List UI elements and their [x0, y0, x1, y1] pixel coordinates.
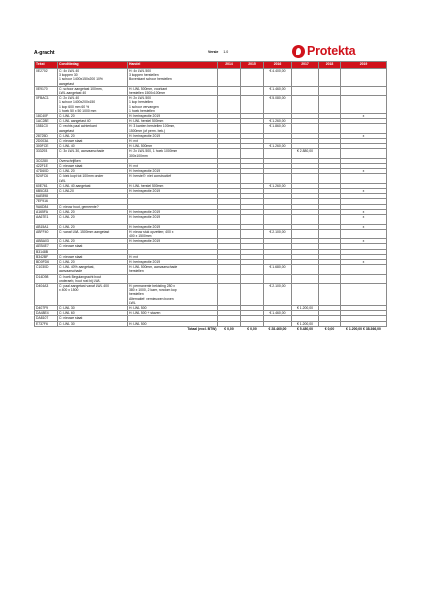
- condition-cell: C: nieuwe staat: [58, 164, 128, 169]
- condition-cell: C: hoek Begulangracht bout onderaeb, hout rost bij LWL: [58, 274, 128, 283]
- column-header: Conditiedag: [58, 62, 128, 69]
- year-cost-cell: x: [341, 259, 387, 264]
- table-row: [35, 215, 387, 224]
- action-cell: H: permanente bekisting 280 x 380 x 1000, 2 kaer, rondom kop herstellen Alternatief: vernieuwen boven LWL: [128, 283, 218, 305]
- year-cost-cell: [292, 283, 319, 305]
- year-cost-cell: x: [341, 169, 387, 174]
- action-cell: H: herinspectie 2019: [128, 224, 218, 229]
- year-cost-cell: x: [341, 239, 387, 244]
- year-cost-cell: [218, 174, 241, 183]
- condition-cell: C: LWL 30: [58, 321, 128, 326]
- condition-cell: C: LWL 20: [58, 114, 128, 119]
- total-year-cell: € 5.480,00: [292, 326, 319, 331]
- year-cost-cell: x: [341, 224, 387, 229]
- totals-row: [35, 326, 387, 331]
- action-cell: H: nvt: [128, 164, 218, 169]
- row-code: 7EF916: [35, 199, 58, 204]
- condition-cell: C: nieuwe staat: [58, 254, 128, 259]
- condition-cell: C: LWL20: [58, 189, 128, 194]
- condition-cell: C: nieuwe staat: [58, 139, 128, 144]
- condition-cell: C: LWL 60: [58, 311, 128, 316]
- row-code: 422F1E: [35, 164, 58, 169]
- action-cell: H: LWL 500mm, aanvaarschade herstellen: [128, 265, 218, 274]
- row-code: 300FCE: [35, 144, 58, 149]
- year-cost-cell: [218, 96, 241, 114]
- condition-cell: C: paal aangetast vanaf LWL 400 x 400 x 1500: [58, 283, 128, 305]
- year-cost-cell: [319, 174, 341, 183]
- column-header: Handel: [128, 62, 218, 69]
- year-cost-cell: € 1.460,00: [264, 311, 292, 316]
- year-cost-cell: [341, 229, 387, 238]
- column-header: 2017: [292, 62, 319, 69]
- row-code: 1AC28E: [35, 119, 58, 124]
- year-cost-cell: [292, 265, 319, 274]
- table-header-row: [35, 62, 387, 69]
- total-2019-and-grand: [341, 326, 387, 331]
- column-header: 2019: [341, 62, 387, 69]
- row-code: 3C0280: [35, 158, 58, 163]
- year-cost-cell: [319, 86, 341, 95]
- year-cost-cell: [241, 86, 264, 95]
- year-cost-cell: x: [341, 189, 387, 194]
- year-cost-cell: € 2.880,00: [292, 149, 319, 158]
- action-cell: [128, 274, 218, 283]
- condition-cell: C: schoor aangetast 100mm, LWL aangetast 40: [58, 86, 128, 95]
- condition-cell: C: nieuwe staat: [58, 316, 128, 321]
- column-header: Tekst: [35, 62, 58, 69]
- condition-cell: C: 3x LWL 30, aanvaarschade: [58, 149, 128, 158]
- table-row: [35, 229, 387, 238]
- action-cell: H: nvt: [128, 139, 218, 144]
- table-row: [35, 274, 387, 283]
- condition-cell: C: LWL 20: [58, 239, 128, 244]
- year-cost-cell: [292, 229, 319, 238]
- row-code: E737F6: [35, 321, 58, 326]
- year-cost-cell: [218, 86, 241, 95]
- year-cost-cell: [241, 124, 264, 133]
- action-cell: H: nvt: [128, 254, 218, 259]
- version-info: [208, 50, 228, 54]
- column-header: 2014: [218, 62, 241, 69]
- column-header: 2018: [319, 62, 341, 69]
- condition-cell: C: LWL 40% aangetast, aanvaarschade: [58, 265, 128, 274]
- year-cost-cell: [341, 69, 387, 87]
- year-cost-cell: [264, 215, 292, 224]
- year-cost-cell: [319, 229, 341, 238]
- year-cost-cell: € 1.260,00: [264, 183, 292, 188]
- table-row: [35, 96, 387, 114]
- year-cost-cell: [319, 149, 341, 158]
- column-header: 2015: [241, 62, 264, 69]
- condition-cell: C: nieuwe staat: [58, 244, 128, 249]
- condition-cell: C: LWL 20: [58, 259, 128, 264]
- row-code: ABBA03: [35, 239, 58, 244]
- year-cost-cell: [292, 124, 319, 133]
- column-header: 2016: [264, 62, 292, 69]
- action-cell: H: LWL 500: [128, 321, 218, 326]
- condition-cell: C: nieuw hout, gemeente?: [58, 204, 128, 209]
- table-row: [35, 174, 387, 183]
- condition-cell: C: 4x LWL 40 3 koppen 30 1 schoor 1400x150x200 10% aangetast: [58, 69, 128, 87]
- action-cell: H: nieuw stuk opzetten; 400 x 400 x 1500mm: [128, 229, 218, 238]
- action-cell: H: LWL herstel 500mm: [128, 183, 218, 188]
- brand-name: Protekta: [307, 44, 356, 58]
- action-cell: H: LWL 500mm: [128, 144, 218, 149]
- row-code: 0FBAC1: [35, 96, 58, 114]
- action-cell: H: 3 kanten herstellen 100mm, 1500mm (of perm. bek.): [128, 124, 218, 133]
- row-code: 60E761: [35, 183, 58, 188]
- action-cell: H: herinspectie 2019: [128, 239, 218, 244]
- condition-cell: C: LWL 30: [58, 305, 128, 310]
- year-cost-cell: [218, 283, 241, 305]
- total-2019: € 1.200,00: [346, 326, 363, 331]
- row-code: C1030D: [35, 265, 58, 274]
- action-cell: H: herinspectie 2019: [128, 189, 218, 194]
- year-cost-cell: x: [341, 133, 387, 138]
- year-cost-cell: [319, 215, 341, 224]
- year-cost-cell: € 1.680,00: [264, 265, 292, 274]
- total-year-cell: € 0,00: [241, 326, 264, 331]
- year-cost-cell: [319, 96, 341, 114]
- year-cost-cell: [241, 265, 264, 274]
- table-row: [35, 149, 387, 158]
- inspection-table: [34, 61, 387, 331]
- year-cost-cell: [264, 174, 292, 183]
- total-year-cell: € 28.460,00: [264, 326, 292, 331]
- condition-cell: C: rechts paal achterkant aangetast: [58, 124, 128, 133]
- year-cost-cell: € 2.100,00: [264, 283, 292, 305]
- row-code: DA48E4: [35, 311, 58, 316]
- row-code: 0E9170: [35, 86, 58, 95]
- year-cost-cell: [292, 274, 319, 283]
- condition-cell: C: kiek kopt tot 100mm onder LWL: [58, 174, 128, 183]
- year-cost-cell: [241, 283, 264, 305]
- action-cell: H: herstel?: niet constructief: [128, 174, 218, 183]
- action-cell: H: herinspectie 2019: [128, 259, 218, 264]
- year-cost-cell: € 5.080,00: [264, 96, 292, 114]
- year-cost-cell: [241, 149, 264, 158]
- year-cost-cell: [241, 274, 264, 283]
- year-cost-cell: [241, 174, 264, 183]
- action-cell: H: 2x LWL 500 1 kop herstellen 1 schoor vervangen 1 hoek herstellen: [128, 96, 218, 114]
- brand-logo: [292, 43, 355, 59]
- action-cell: H: herinspectie 2019: [128, 133, 218, 138]
- table-body: [35, 69, 387, 331]
- row-code: DA8107: [35, 316, 58, 321]
- year-cost-cell: € 1.460,00: [264, 86, 292, 95]
- row-code: 2D003A: [35, 139, 58, 144]
- year-cost-cell: [341, 274, 387, 283]
- year-cost-cell: [319, 265, 341, 274]
- year-cost-cell: [341, 86, 387, 95]
- grand-total: € 38.366,00: [362, 326, 381, 331]
- row-code: AA67E1: [35, 215, 58, 224]
- year-cost-cell: [319, 69, 341, 87]
- row-code: 6AE898: [35, 194, 58, 199]
- year-cost-cell: [218, 69, 241, 87]
- year-cost-cell: € 2.100,00: [264, 229, 292, 238]
- year-cost-cell: [341, 124, 387, 133]
- year-cost-cell: [319, 283, 341, 305]
- year-cost-cell: € 1.260,00: [264, 119, 292, 124]
- table-row: [35, 283, 387, 305]
- total-year-cell: € 0,00: [218, 326, 241, 331]
- row-code: 47D60D: [35, 169, 58, 174]
- year-cost-cell: [341, 149, 387, 158]
- year-cost-cell: x: [341, 114, 387, 119]
- totals-spacer: [35, 326, 58, 331]
- year-cost-cell: [341, 265, 387, 274]
- year-cost-cell: [319, 274, 341, 283]
- row-code: 6B5C83: [35, 189, 58, 194]
- year-cost-cell: [292, 174, 319, 183]
- row-code: 0E2702: [35, 69, 58, 87]
- totals-spacer: [58, 326, 128, 331]
- year-cost-cell: x: [341, 209, 387, 214]
- year-cost-cell: [218, 124, 241, 133]
- action-cell: H: herinspectie 2019: [128, 215, 218, 224]
- row-code: 28725D: [35, 133, 58, 138]
- row-code: A165FA: [35, 209, 58, 214]
- table-row: [35, 124, 387, 133]
- row-code: B3148B: [35, 249, 58, 254]
- condition-cell: C: LWL 20: [58, 224, 128, 229]
- year-cost-cell: [218, 265, 241, 274]
- year-cost-cell: [218, 215, 241, 224]
- year-cost-cell: [292, 96, 319, 114]
- year-cost-cell: [218, 229, 241, 238]
- row-code: AB15A1: [35, 224, 58, 229]
- spreadsheet-page: [34, 45, 386, 331]
- condition-cell: C: vanaf LWL 1500mm aangetast: [58, 229, 128, 238]
- action-cell: H: herinspectie 2019: [128, 169, 218, 174]
- action-cell: H: LWL herstel 500mm: [128, 119, 218, 124]
- table-row: [35, 265, 387, 274]
- year-cost-cell: [292, 86, 319, 95]
- year-cost-cell: [241, 229, 264, 238]
- action-cell: H: 2x LWL 500, 1 hoek 1000mm 300x100mm: [128, 149, 218, 158]
- table-row: [35, 86, 387, 95]
- total-year-cell: € 0,00: [319, 326, 341, 331]
- totals-label: Totaal (excl. BTW): [128, 326, 218, 331]
- year-cost-cell: € 4.400,00: [264, 69, 292, 87]
- year-cost-cell: € 1.200,00: [292, 305, 319, 310]
- condition-cell: Overschrijfken: [58, 158, 128, 163]
- row-code: ABFF40: [35, 229, 58, 238]
- row-code: 524FC6: [35, 174, 58, 183]
- row-code: BD0FD6: [35, 259, 58, 264]
- condition-cell: C: LWL 20: [58, 209, 128, 214]
- condition-cell: C: 2x LWL 40 1 schoor 1400x200x150 1 kop 600 mm 60 % 1 hoek 50 x 50 1000 mm: [58, 96, 128, 114]
- row-code: B342BF: [35, 254, 58, 259]
- year-cost-cell: [264, 149, 292, 158]
- year-cost-cell: [264, 274, 292, 283]
- condition-cell: C: LWL aangetast 40: [58, 119, 128, 124]
- action-cell: H: 4x LWL 500 3 koppen herstellen Bovenkant schoor herstellen: [128, 69, 218, 87]
- year-cost-cell: € 1.260,00: [264, 144, 292, 149]
- action-cell: H: LWL 500mm, voorkant herstellen 1500x100mm: [128, 86, 218, 95]
- row-code: D404A3: [35, 283, 58, 305]
- version-value: 1.0: [223, 50, 229, 54]
- sheet-title: A-gracht: [34, 50, 55, 56]
- year-cost-cell: [241, 69, 264, 87]
- year-cost-cell: [241, 215, 264, 224]
- year-cost-cell: [341, 174, 387, 183]
- protekta-logo-icon: [292, 45, 305, 58]
- action-cell: H: herinspectie 2019: [128, 209, 218, 214]
- year-cost-cell: x: [341, 215, 387, 224]
- year-cost-cell: € 1.860,00: [264, 124, 292, 133]
- version-label: Versie: [208, 50, 219, 54]
- row-code: 9A6D84: [35, 204, 58, 209]
- table-row: [35, 69, 387, 87]
- action-cell: H: LWL 500: [128, 305, 218, 310]
- condition-cell: C: LWL 40: [58, 144, 128, 149]
- sheet-header: [34, 45, 386, 61]
- action-cell: H: LWL 500 + staven: [128, 311, 218, 316]
- year-cost-cell: [341, 283, 387, 305]
- year-cost-cell: [241, 96, 264, 114]
- row-code: 333293: [35, 149, 58, 158]
- condition-cell: C: LWL 20: [58, 133, 128, 138]
- action-cell: H: herinspectie 2019: [128, 114, 218, 119]
- row-code: 1581C0: [35, 124, 58, 133]
- year-cost-cell: [292, 69, 319, 87]
- row-code: D14D98: [35, 274, 58, 283]
- row-code: AEB4E7: [35, 244, 58, 249]
- year-cost-cell: [341, 96, 387, 114]
- year-cost-cell: [292, 215, 319, 224]
- condition-cell: C: LWL 20: [58, 169, 128, 174]
- year-cost-cell: [218, 149, 241, 158]
- year-cost-cell: € 1.200,00: [292, 321, 319, 326]
- row-code: 18C40F: [35, 114, 58, 119]
- year-cost-cell: [218, 274, 241, 283]
- condition-cell: C: LWL 40 aangetast: [58, 183, 128, 188]
- condition-cell: C: LWL 20: [58, 215, 128, 224]
- row-code: D407F9: [35, 305, 58, 310]
- year-cost-cell: [319, 124, 341, 133]
